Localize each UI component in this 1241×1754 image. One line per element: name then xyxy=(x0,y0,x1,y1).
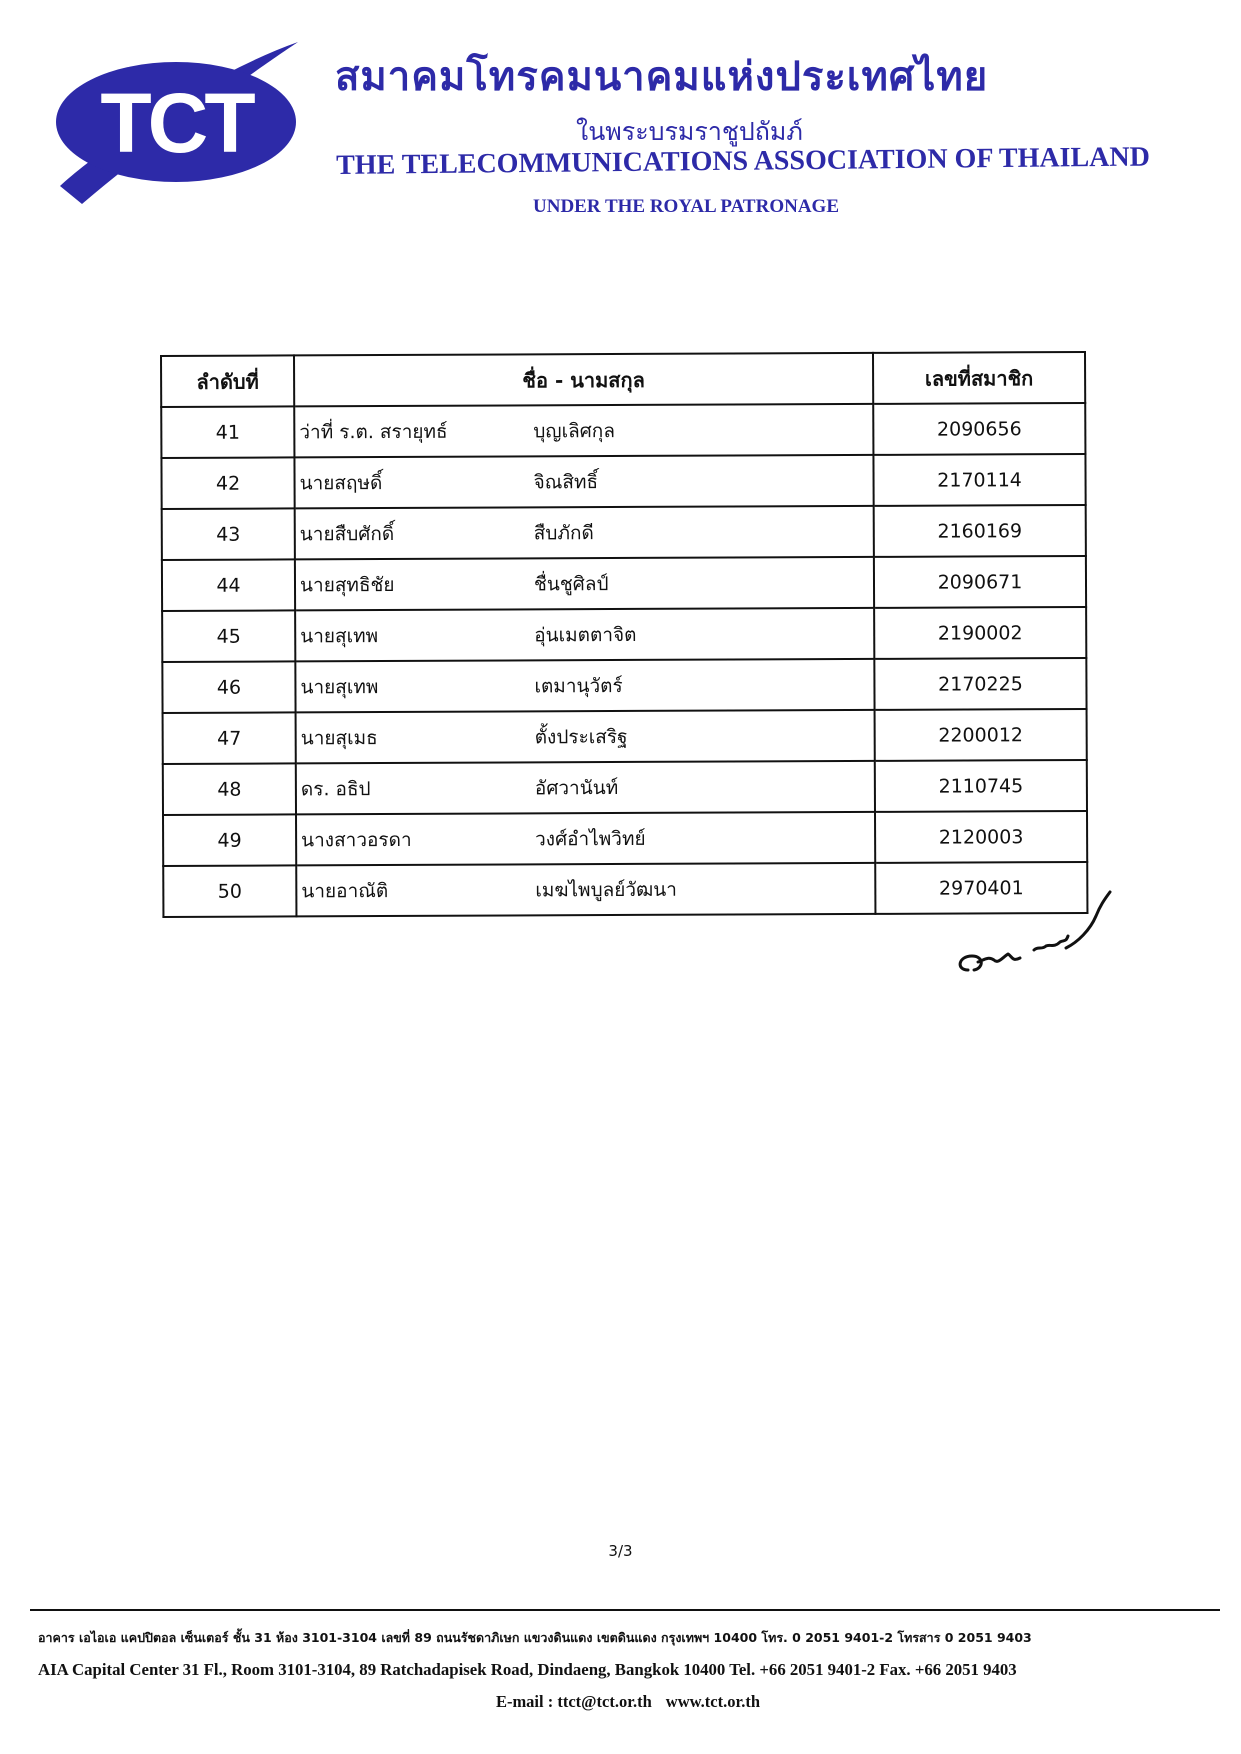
column-header-name: ชื่อ - นามสกุล xyxy=(294,353,873,407)
table-row xyxy=(161,403,1085,458)
column-header-no: ลำดับที่ xyxy=(161,355,294,407)
row-number: 43 xyxy=(162,508,295,560)
row-number: 47 xyxy=(163,712,296,764)
member-name xyxy=(295,506,874,560)
member-last-name: ชื่นชูศิลป์ xyxy=(533,572,609,595)
row-number: 44 xyxy=(162,559,295,611)
row-number: 42 xyxy=(161,457,294,509)
row-number: 41 xyxy=(161,406,294,458)
column-header-member-id: เลขที่สมาชิก xyxy=(873,352,1085,404)
table-row xyxy=(161,454,1085,509)
member-name xyxy=(296,863,875,917)
member-name xyxy=(294,455,873,509)
row-number: 50 xyxy=(163,865,296,917)
member-first-name: นายสฤษดิ์ xyxy=(299,471,383,494)
member-name xyxy=(295,557,874,611)
member-name xyxy=(295,608,874,662)
association-english-name: THE TELECOMMUNICATIONS ASSOCIATION OF THAILAND xyxy=(336,141,1150,181)
member-last-name: วงศ์อำไพวิทย์ xyxy=(535,827,646,850)
member-first-name: นายสุเมธ xyxy=(300,726,378,749)
member-last-name: จิณสิทธิ์ xyxy=(533,470,599,493)
member-id: 2090671 xyxy=(874,556,1086,608)
member-name xyxy=(296,761,875,815)
member-first-name: นายสืบศักดิ์ xyxy=(299,522,395,545)
table-row xyxy=(162,607,1086,662)
row-number: 46 xyxy=(162,661,295,713)
member-first-name: นายสุเทพ xyxy=(300,624,379,647)
member-last-name: สืบภักดี xyxy=(533,521,594,544)
footer-address-thai: อาคาร เอไอเอ แคปปิตอล เซ็นเตอร์ ชั้น 31 ห้อง 3101-3104 เลขที่ 89 ถนนรัชดาภิเษก แขวงดินแดง เขตดินแดง กรุงเทพฯ 10400 โทร. 0 2051 9401-2 โทรสาร 0 2051 9403 xyxy=(38,1630,1032,1645)
table-row xyxy=(163,760,1087,815)
member-last-name: บุญเลิศกุล xyxy=(533,419,615,442)
footer-website: www.tct.or.th xyxy=(665,1692,761,1711)
table-row xyxy=(163,709,1087,764)
member-id: 2090656 xyxy=(873,403,1085,455)
footer-contact xyxy=(38,1692,1218,1712)
member-id: 2120003 xyxy=(875,811,1087,863)
handwritten-signature xyxy=(950,890,1120,990)
logo-text: TCT xyxy=(100,76,252,170)
member-id: 2160169 xyxy=(874,505,1086,557)
page-number: 3/3 xyxy=(608,1542,633,1560)
member-name xyxy=(296,812,875,866)
member-table xyxy=(160,351,1088,918)
member-last-name: อุ่นเมตตาจิต xyxy=(534,623,637,646)
table-row xyxy=(163,862,1087,917)
table-row xyxy=(162,505,1086,560)
member-first-name: ดร. อธิป xyxy=(300,777,371,800)
member-first-name: นางสาวอรดา xyxy=(301,828,412,851)
member-id: 2170114 xyxy=(873,454,1085,506)
member-first-name: ว่าที่ ร.ต. สรายุทธ์ xyxy=(299,420,448,443)
table-row xyxy=(163,811,1087,866)
member-last-name: อัศวานันท์ xyxy=(534,776,619,799)
member-id: 2170225 xyxy=(874,658,1086,710)
row-number: 49 xyxy=(163,814,296,866)
member-first-name: นายสุทธิชัย xyxy=(299,573,395,596)
tct-logo xyxy=(52,36,308,214)
royal-patronage-english: UNDER THE ROYAL PATRONAGE xyxy=(533,196,839,217)
member-name xyxy=(296,710,875,764)
table-row xyxy=(162,556,1086,611)
member-id: 2200012 xyxy=(875,709,1087,761)
member-name xyxy=(294,404,873,458)
member-name xyxy=(295,659,874,713)
member-first-name: นายอาณัติ xyxy=(301,879,389,902)
footer-divider xyxy=(30,1609,1220,1611)
member-id: 2190002 xyxy=(874,607,1086,659)
member-last-name: ตั้งประเสริฐ xyxy=(534,725,628,748)
row-number: 45 xyxy=(162,610,295,662)
table-header-row xyxy=(161,352,1085,407)
footer-email: E-mail : ttct@tct.or.th xyxy=(495,1692,652,1711)
member-id: 2110745 xyxy=(875,760,1087,812)
member-last-name: เมฆไพบูลย์วัฒนา xyxy=(535,878,677,901)
row-number: 48 xyxy=(163,763,296,815)
table-row xyxy=(162,658,1086,713)
footer-address-english: AIA Capital Center 31 Fl., Room 3101-3104, 89 Ratchadapisek Road, Dindaeng, Bangkok 10400 Tel. +66 2051 9401-2 Fax. +66 2051 9403 xyxy=(38,1660,1017,1679)
association-thai-name: สมาคมโทรคมนาคมแห่งประเทศไทย xyxy=(335,54,989,100)
member-first-name: นายสุเทพ xyxy=(300,675,379,698)
member-last-name: เตมานุวัตร์ xyxy=(534,674,623,697)
royal-patronage-thai: ในพระบรมราชูปถัมภ์ xyxy=(576,117,803,146)
member-id: 2970401 xyxy=(875,862,1087,914)
